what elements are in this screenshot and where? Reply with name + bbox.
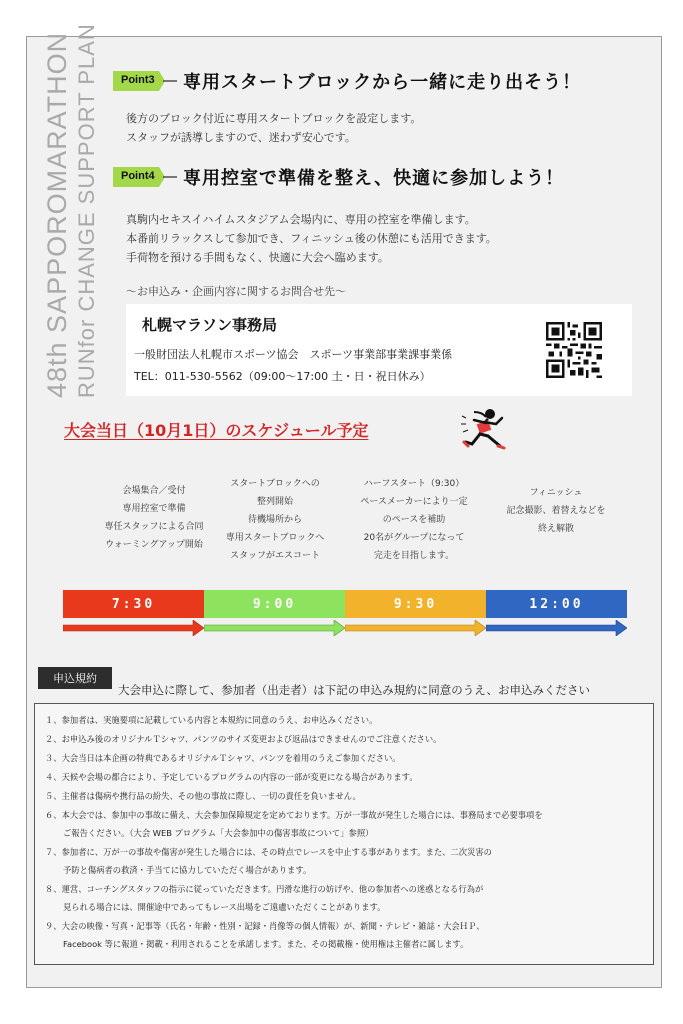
point4-heading: 専用控室で準備を整え、快適に参加しよう！ [183, 168, 565, 189]
point4-badge: Point4 [113, 166, 177, 188]
rules-tag: 申込規約 [38, 667, 112, 689]
inquiry-label: ～お申込み・企画内容に関するお問合せ先～ [126, 285, 346, 298]
point4-line: 真駒内セキスイハイムスタジアム会場内に、専用の控室を準備します。 [126, 213, 476, 226]
rules-box [34, 703, 654, 965]
rule-item: ３、大会当日は本企画の特典であるオリジナルＴシャツ、パンツを着用のうえご参加ください。 [45, 753, 401, 763]
rule-item: ご報告ください。（大会 WEB プログラム「大会参加中の傷害事故について」参照） [63, 828, 374, 838]
event-title-line2: RUNfor CHANGE SUPPORT PLAN [74, 23, 99, 398]
rule-item: ２、お申込み後のオリジナルＴシャツ、パンツのサイズ変更および返品はできませんのでご注意ください。 [45, 734, 442, 744]
time-bar-0900: 9:00 [204, 590, 345, 618]
rule-item: １、参加者は、実施要項に記載している内容と本規約に同意のうえ、お申込みください。 [45, 715, 378, 725]
runner-icon [460, 404, 510, 454]
timeline-arrow-icon [486, 620, 627, 636]
point4-header [113, 162, 564, 192]
contact-telephone: TEL：011-530-5562（09:00～17:00 土・日・祝日休み） [134, 370, 431, 383]
rule-item: ９、大会の映像・写真・記事等（氏名・年齢・性別・記録・肖像等の個人情報）が、新聞・テレビ・雑誌・大会ＨＰ、 [45, 921, 485, 931]
point3-header [113, 66, 581, 96]
schedule-title: 大会当日（10月1日）のスケジュール予定 [64, 421, 369, 440]
point3-line: 後方のブロック付近に専用スタートブロックを設定します。 [126, 112, 422, 125]
contact-box [126, 304, 632, 396]
rule-item: ４、天候や会場の都合により、予定しているプログラムの内容の一部が変更になる場合があります。 [45, 772, 418, 782]
rule-item: ８、運営、コーチングスタッフの指示に従っていただきます。円滑な進行の妨げや、他の参加者への迷惑となる行為が [45, 884, 484, 894]
schedule-column-2: スタートブロックへの 整列開始 待機場所から 専用スタートブロックへ スタッフがエスコート [225, 479, 325, 561]
contact-name: 札幌マラソン事務局 [142, 316, 278, 334]
qr-code-icon[interactable] [546, 322, 602, 378]
timeline-arrow-icon [63, 620, 204, 636]
rule-item: 見られる場合には、開催途中であってもレース出場をご遠慮いただくことがあります。 [63, 902, 386, 912]
point3-badge: Point3 [113, 70, 177, 92]
schedule-column-1: 会場集合／受付 専用控室で準備 専任スタッフによる合同 ウォーミングアップ開始 [104, 486, 204, 550]
schedule-column-3: ハーフスタート（9:30） ペースメーカーにより一定 のペースを補助 20名がグループになって 完走を目指します。 [360, 479, 468, 561]
point3-line: スタッフが誘導しますので、迷わず安心です。 [126, 131, 356, 144]
rule-item: ６、本大会では、参加中の事故に備え、大会参加保障規定を定めております。万が一事故が発生した場合には、事務局まで必要事項を [45, 810, 543, 820]
rule-item: 予防と傷病者の救済・手当てに協力していただく場合があります。 [63, 865, 312, 875]
event-title-line1: 48th SAPPOROMARATHON [42, 31, 72, 398]
schedule-column-4: フィニッシュ 記念撮影、着替えなどを 終え解散 [506, 488, 606, 534]
point4-line: 本番前リラックスして参加でき、フィニッシュ後の休憩にも活用できます。 [126, 232, 497, 245]
rules-intro: 大会申込に際して、参加者（出走者）は下記の申込み規約に同意のうえ、お申込みください [118, 683, 590, 697]
time-bar-0930: 9:30 [345, 590, 486, 618]
timeline-arrow-icon [204, 620, 345, 636]
point3-heading: 専用スタートブロックから一緒に走り出そう！ [183, 72, 582, 93]
rule-item: Facebook 等に報道・掲載・利用されることを承諾します。また、その掲載権・使用権は主催者に属します。 [63, 939, 469, 949]
time-bar-1200: 12:00 [486, 590, 627, 618]
rule-item: ５、主催者は傷病や携行品の紛失、その他の事故に際し、一切の責任を負いません。 [45, 791, 361, 801]
rule-item: ７、参加者に、万が一の事故や傷害が発生した場合には、その時点でレースを中止する事があります。また、二次災害の [45, 847, 492, 857]
point4-line: 手荷物を預ける手間もなく、快適に大会へ臨めます。 [126, 251, 389, 264]
timeline-arrow-icon [345, 620, 486, 636]
vertical-event-title [40, 23, 110, 398]
contact-organization: 一般財団法人札幌市スポーツ協会 スポーツ事業部事業課事業係 [134, 348, 453, 361]
time-bar-0730: 7:30 [63, 590, 204, 618]
